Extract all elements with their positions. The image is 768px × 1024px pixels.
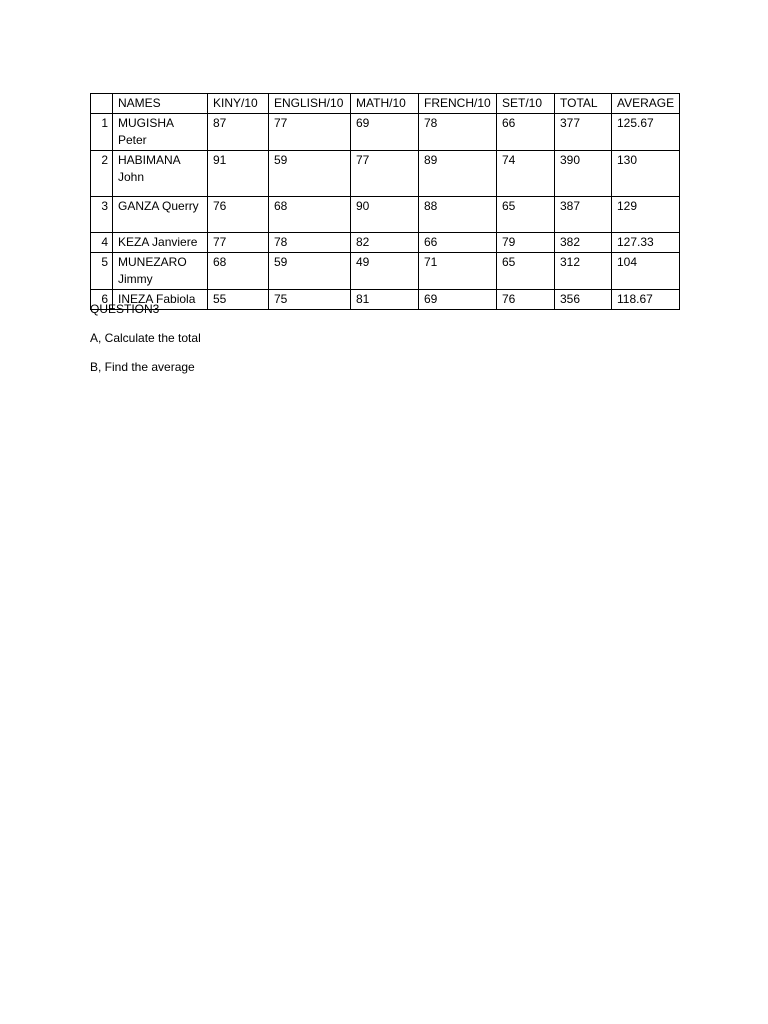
row-english-cell: 78 (269, 233, 351, 253)
table-row (91, 151, 680, 197)
row-name-cell: MUGISHA Peter (113, 114, 208, 151)
row-set-cell: 79 (497, 233, 555, 253)
question-title: QUESTION3 (90, 302, 160, 316)
header-cell-french: FRENCH/10 (419, 94, 497, 114)
header-cell-names: NAMES (113, 94, 208, 114)
row-total-cell: 390 (555, 151, 612, 197)
row-index-cell: 2 (91, 151, 113, 197)
row-set-cell: 65 (497, 253, 555, 290)
row-average-cell: 125.67 (612, 114, 680, 151)
row-set-cell: 65 (497, 197, 555, 233)
row-name-cell: KEZA Janviere (113, 233, 208, 253)
row-math-cell: 90 (351, 197, 419, 233)
row-english-cell: 59 (269, 151, 351, 197)
row-kiny-cell: 77 (208, 233, 269, 253)
row-total-cell: 387 (555, 197, 612, 233)
row-french-cell: 89 (419, 151, 497, 197)
row-name-cell: GANZA Querry (113, 197, 208, 233)
row-index-cell: 4 (91, 233, 113, 253)
table-header-row (91, 94, 680, 114)
row-total-cell: 312 (555, 253, 612, 290)
row-math-cell: 69 (351, 114, 419, 151)
row-total-cell: 356 (555, 290, 612, 310)
row-index-cell: 6 (91, 290, 113, 310)
row-average-cell: 118.67 (612, 290, 680, 310)
row-name-cell: MUNEZARO Jimmy (113, 253, 208, 290)
row-kiny-cell: 91 (208, 151, 269, 197)
row-kiny-cell: 55 (208, 290, 269, 310)
row-french-cell: 71 (419, 253, 497, 290)
row-set-cell: 76 (497, 290, 555, 310)
row-kiny-cell: 68 (208, 253, 269, 290)
row-set-cell: 66 (497, 114, 555, 151)
row-math-cell: 82 (351, 233, 419, 253)
row-average-cell: 127.33 (612, 233, 680, 253)
row-english-cell: 77 (269, 114, 351, 151)
table-row (91, 253, 680, 290)
table-row (91, 114, 680, 151)
row-kiny-cell: 76 (208, 197, 269, 233)
row-average-cell: 130 (612, 151, 680, 197)
header-cell-index (91, 94, 113, 114)
row-french-cell: 69 (419, 290, 497, 310)
question-part-b: B, Find the average (90, 360, 195, 374)
row-math-cell: 77 (351, 151, 419, 197)
row-name-cell: HABIMANA John (113, 151, 208, 197)
row-french-cell: 88 (419, 197, 497, 233)
row-average-cell: 129 (612, 197, 680, 233)
row-index-cell: 3 (91, 197, 113, 233)
row-set-cell: 74 (497, 151, 555, 197)
header-cell-total: TOTAL (555, 94, 612, 114)
row-french-cell: 78 (419, 114, 497, 151)
header-cell-math: MATH/10 (351, 94, 419, 114)
row-index-cell: 1 (91, 114, 113, 151)
table-row (91, 197, 680, 233)
header-cell-english: ENGLISH/10 (269, 94, 351, 114)
header-cell-set: SET/10 (497, 94, 555, 114)
header-cell-kiny: KINY/10 (208, 94, 269, 114)
row-english-cell: 59 (269, 253, 351, 290)
row-english-cell: 75 (269, 290, 351, 310)
question-part-a: A, Calculate the total (90, 331, 201, 345)
row-name-cell: INEZA Fabiola (113, 290, 208, 310)
row-kiny-cell: 87 (208, 114, 269, 151)
row-french-cell: 66 (419, 233, 497, 253)
row-index-cell: 5 (91, 253, 113, 290)
row-total-cell: 377 (555, 114, 612, 151)
row-total-cell: 382 (555, 233, 612, 253)
table-row (91, 233, 680, 253)
row-average-cell: 104 (612, 253, 680, 290)
row-math-cell: 49 (351, 253, 419, 290)
row-english-cell: 68 (269, 197, 351, 233)
header-cell-average: AVERAGE (612, 94, 680, 114)
marks-table (90, 93, 680, 310)
row-math-cell: 81 (351, 290, 419, 310)
question-section (90, 301, 201, 376)
